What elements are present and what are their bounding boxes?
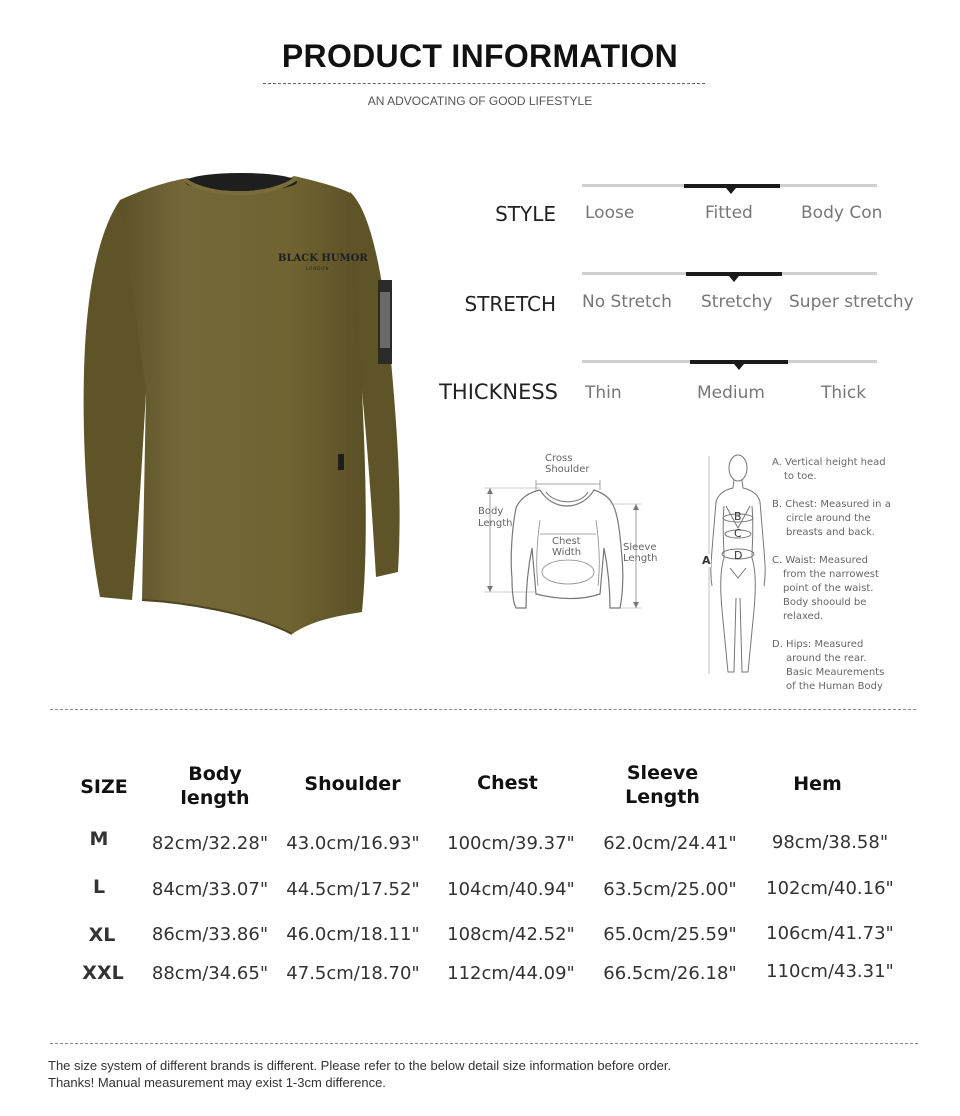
page-subtitle: AN ADVOCATING OF GOOD LIFESTYLE [367,94,593,108]
header-sleeve-line2: Length [625,786,700,808]
note-line: circle around the [786,513,871,524]
page-title: PRODUCT INFORMATION [281,38,679,74]
stretch-option-stretchy: Stretchy [701,292,773,312]
body-note-c [772,554,912,624]
hem-cell: 110cm/43.31" [766,961,894,982]
thickness-option-thin: Thin [585,383,622,403]
hem-cell: 98cm/38.58" [771,832,889,853]
body-note-a [772,456,912,484]
header-chest: Chest [477,772,538,794]
stretch-option-none: No Stretch [582,292,672,312]
diagram-chest-label: Chest [552,536,581,547]
note-line: B. Chest: Measured in a [772,499,891,510]
note-line: to toe. [784,471,817,482]
body-note-d [772,638,912,694]
stretch-pointer-icon [729,276,739,282]
header-sleeve-length [605,761,720,809]
note-line: D. Hips: Measured [772,639,864,650]
thickness-option-medium: Medium [697,383,765,403]
style-pointer-icon [726,188,736,194]
stretch-option-super: Super stretchy [789,292,914,312]
header-body-length [155,762,275,810]
header-body-length-line1: Body [188,763,242,785]
diagram-body-length-label: Length [478,518,513,529]
header-sleeve-line1: Sleeve [626,762,699,784]
shoulder-cell: 44.5cm/17.52" [286,879,420,900]
size-cell: M [89,828,109,850]
thickness-pointer-icon [734,364,744,370]
diagram-sleeve-label: Sleeve [623,542,657,553]
note-line: from the narrowest [783,569,879,580]
style-option-bodycon: Body Con [801,203,883,223]
footer-note-size-system: The size system of different brands is different. Please refer to the below detail size information before order. [48,1058,672,1073]
diagram-shoulder-label: Shoulder [545,464,590,475]
chest-cell: 108cm/42.52" [447,924,575,945]
footer-note-measurement: Thanks! Manual measurement may exist 1-3cm difference. [48,1075,386,1090]
body-length-cell: 84cm/33.07" [151,879,269,900]
thickness-option-thick: Thick [821,383,867,403]
table-row [0,922,960,952]
body-label-c: C [734,527,742,540]
body-measure-figure [700,450,780,685]
brand-logo: BLACK HUMOR [278,253,368,264]
note-line: breasts and back. [786,527,875,538]
chest-cell: 112cm/44.09" [447,963,575,984]
diagram-sleeve-length-label: Length [623,553,658,564]
diagram-cross-label: Cross [545,453,573,464]
hem-cell: 106cm/41.73" [766,923,894,944]
body-label-d: D [734,549,743,562]
sleeve-cell: 66.5cm/26.18" [603,963,737,984]
thickness-label: THICKNESS [439,380,558,404]
table-row [0,876,960,906]
diagram-width-label: Width [552,547,582,558]
header-hem: Hem [793,773,842,795]
body-label-a: A [702,554,711,567]
note-line: Basic Meaurements [786,667,885,678]
body-label-b: B [734,510,742,523]
diagram-body-label: Body [478,506,504,517]
header-shoulder: Shoulder [304,773,401,795]
brand-logo-sub: LONDON [306,266,330,271]
size-cell: XL [88,924,116,946]
footer-divider [50,1043,918,1044]
note-line: A. Vertical height head [772,457,886,468]
title-divider [263,83,705,84]
size-cell: XXL [82,962,124,984]
shoulder-cell: 47.5cm/18.70" [286,963,420,984]
hem-cell: 102cm/40.16" [766,878,894,899]
style-option-loose: Loose [585,203,635,223]
style-label: STYLE [495,202,556,226]
shoulder-cell: 46.0cm/18.11" [286,924,420,945]
note-line: point of the waist. [783,583,874,594]
sleeve-cell: 65.0cm/25.59" [603,924,737,945]
table-row [0,960,960,990]
note-line: C. Waist: Measured [772,555,869,566]
chest-cell: 104cm/40.94" [447,879,575,900]
body-length-cell: 88cm/34.65" [151,963,269,984]
stretch-label: STRETCH [464,292,556,316]
size-cell: L [92,876,106,898]
body-length-cell: 86cm/33.86" [151,924,269,945]
chest-cell: 100cm/39.37" [447,833,575,854]
sleeve-cell: 62.0cm/24.41" [603,833,737,854]
body-note-b [772,498,912,540]
garment-measure-diagram [470,448,670,618]
style-option-fitted: Fitted [705,203,753,223]
header-body-length-line2: length [180,787,250,809]
header-size: SIZE [80,776,128,798]
note-line: Body shoould be [783,597,867,608]
note-line: relaxed. [783,611,824,622]
section-divider [50,709,916,710]
note-line: of the Human Body [786,681,883,692]
shoulder-cell: 43.0cm/16.93" [286,833,420,854]
note-line: around the rear. [786,653,867,664]
sleeve-cell: 63.5cm/25.00" [603,879,737,900]
product-image [80,172,410,642]
body-length-cell: 82cm/32.28" [151,833,269,854]
table-row [0,828,960,858]
